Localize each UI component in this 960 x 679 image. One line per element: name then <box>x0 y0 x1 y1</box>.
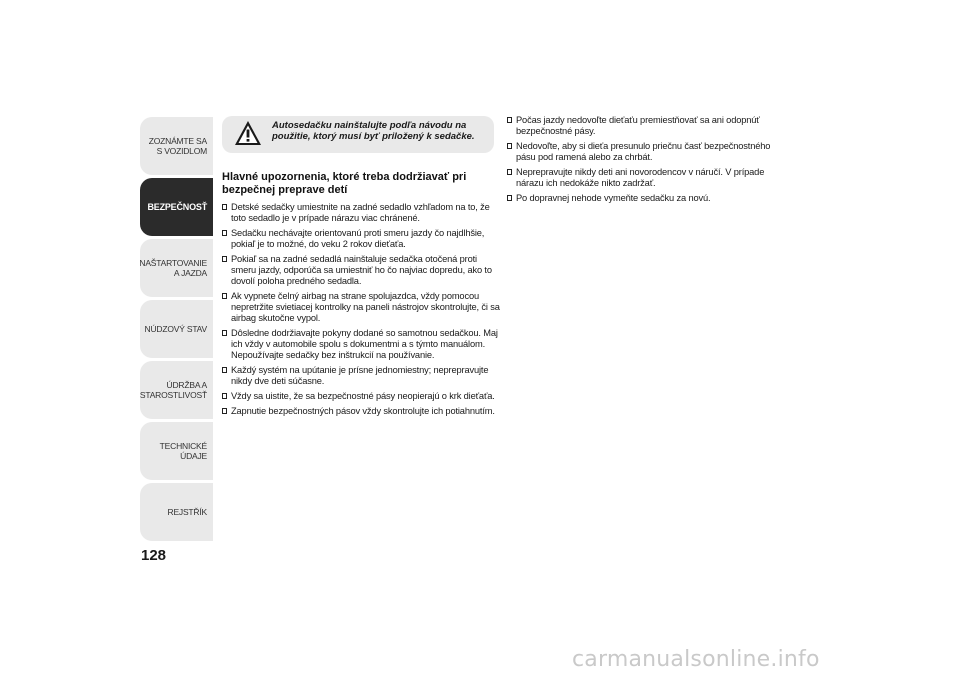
list-item <box>507 167 777 189</box>
list-item-text: Každý systém na upútanie je prísne jednomiestny; neprepravujte nikdy dve deti súčasne. <box>231 365 489 386</box>
tab-rejstrik[interactable] <box>140 483 213 541</box>
list-item <box>222 202 502 224</box>
checkbox-bullet-icon <box>222 330 227 336</box>
list-item-text: Nedovoľte, aby si dieťa presunulo priečnu časť bezpečnostného pásu pod ramená alebo za chrbát. <box>516 141 771 162</box>
tab-nastartovanie[interactable] <box>140 239 213 297</box>
list-item <box>507 115 777 137</box>
checkbox-bullet-icon <box>222 230 227 236</box>
list-item-text: Sedačku nechávajte orientovanú proti smeru jazdy čo najdlhšie, pokiaľ je to možné, do veku 2 rokov dieťaťa. <box>231 228 485 249</box>
list-item-text: Detské sedačky umiestnite na zadné sedadlo vzhľadom na to, že toto sedadlo je v prípade nárazu viac chránené. <box>231 202 490 223</box>
tab-technicke-udaje[interactable] <box>140 422 213 480</box>
tab-bezpecnost[interactable] <box>140 178 213 236</box>
side-tab-column <box>140 117 213 544</box>
list-item <box>222 291 502 324</box>
tab-label: NAŠTARTOVANIE A JAZDA <box>139 258 207 278</box>
tab-label: REJSTŘÍK <box>167 507 207 517</box>
list-item-text: Neprepravujte nikdy deti ani novorodencov v náručí. V prípade nárazu ich nedokáže nikto zadržať. <box>516 167 765 188</box>
checkbox-bullet-icon <box>507 195 512 201</box>
checkbox-bullet-icon <box>507 169 512 175</box>
right-bullet-list <box>507 115 777 204</box>
warning-box <box>222 116 494 153</box>
watermark: carmanualsonline.info <box>572 647 820 672</box>
list-item <box>222 328 502 361</box>
checkbox-bullet-icon <box>222 408 227 414</box>
right-column <box>507 115 777 208</box>
list-item-text: Vždy sa uistite, že sa bezpečnostné pásy neopierajú o krk dieťaťa. <box>231 391 495 401</box>
tab-label: BEZPEČNOSŤ <box>147 202 207 212</box>
tab-label: TECHNICKÉ ÚDAJE <box>159 441 207 461</box>
list-item-text: Pokiaľ sa na zadné sedadlá nainštaluje sedačka otočená proti smeru jazdy, odporúča sa umiestniť ho čo najviac dopredu, ako to dovolí poloha predného sedadla. <box>231 254 492 286</box>
checkbox-bullet-icon <box>222 204 227 210</box>
list-item-text: Po dopravnej nehode vymeňte sedačku za novú. <box>516 193 711 203</box>
list-item-text: Dôsledne dodržiavajte pokyny dodané so samotnou sedačkou. Maj ich vždy v automobile spolu s dokumentmi a s týmto manuálom. Nepoužívajte sedačky bez inštrukcií na používanie. <box>231 328 498 360</box>
tab-label: ZOZNÁMTE SA S VOZIDLOM <box>148 136 207 156</box>
checkbox-bullet-icon <box>222 393 227 399</box>
left-bullet-list <box>222 202 502 417</box>
list-item <box>222 228 502 250</box>
section-heading: Hlavné upozornenia, ktoré treba dodržiavať pri bezpečnej preprave detí <box>222 171 467 196</box>
list-item <box>507 193 777 204</box>
checkbox-bullet-icon <box>222 367 227 373</box>
tab-nudzovy-stav[interactable] <box>140 300 213 358</box>
list-item <box>222 254 502 287</box>
checkbox-bullet-icon <box>507 143 512 149</box>
list-item <box>507 141 777 163</box>
tab-label: ÚDRŽBA A STAROSTLIVOSŤ <box>139 380 208 400</box>
list-item-text: Počas jazdy nedovoľte dieťaťu premiestňovať sa ani odopnúť bezpečnostné pásy. <box>516 115 760 136</box>
checkbox-bullet-icon <box>507 117 512 123</box>
list-item <box>222 365 502 387</box>
warning-triangle-icon <box>234 120 262 146</box>
tab-label: NÚDZOVÝ STAV <box>144 324 207 334</box>
checkbox-bullet-icon <box>222 256 227 262</box>
tab-udrzba[interactable] <box>140 361 213 419</box>
left-column <box>222 171 502 421</box>
tab-zoznamte-sa[interactable] <box>140 117 213 175</box>
list-item <box>222 391 502 402</box>
checkbox-bullet-icon <box>222 293 227 299</box>
list-item-text: Zapnutie bezpečnostných pásov vždy skontrolujte ich potiahnutím. <box>231 406 495 416</box>
list-item-text: Ak vypnete čelný airbag na strane spolujazdca, vždy pomocou nepretržite svietiacej kontrolky na paneli nástrojov skontrolujte, či sa airbag skutočne vypol. <box>231 291 500 323</box>
warning-text: Autosedačku nainštalujte podľa návodu na použitie, ktorý musí byť priložený k sedačke. <box>272 120 475 142</box>
list-item <box>222 406 502 417</box>
page-number: 128 <box>141 547 167 564</box>
